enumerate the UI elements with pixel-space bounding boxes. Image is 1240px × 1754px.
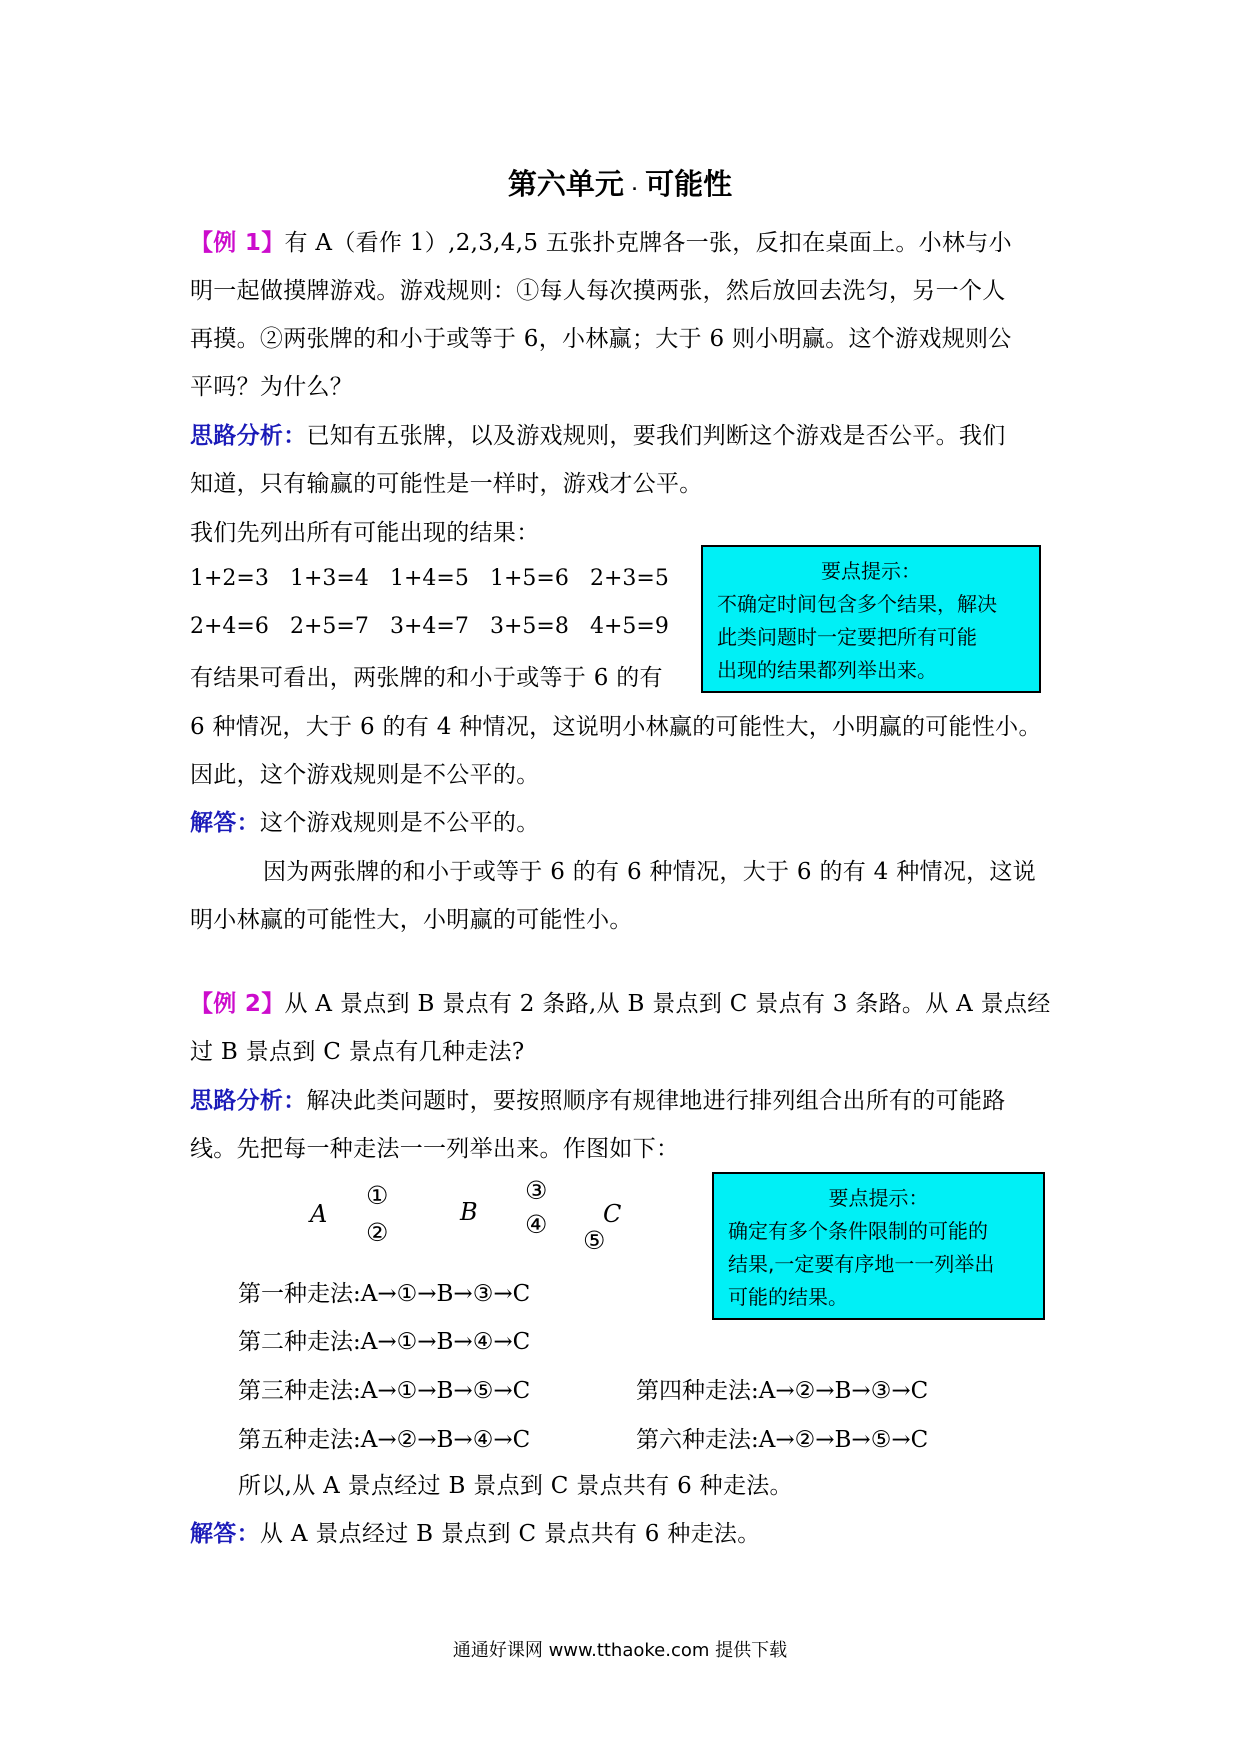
diagram-road-2: ②: [366, 1218, 389, 1247]
ex2-answer-line: [190, 1517, 1056, 1551]
title-dot: .: [631, 178, 638, 194]
eq-2-1: 2+4=6: [190, 614, 269, 639]
page-footer: 通通好课网 www.tthaoke.com 提供下载: [452, 1640, 788, 1661]
diagram-road-4: ④: [525, 1210, 548, 1239]
ex2-analysis-label: 思路分析：: [190, 1088, 307, 1114]
eq-2-5: 4+5=9: [590, 614, 669, 639]
ex1-analysis-line-2: 知道，只有输赢的可能性是一样时，游戏才公平。: [190, 471, 703, 497]
diagram-road-3: ③: [525, 1176, 548, 1205]
page-title: [0, 162, 1240, 203]
ex1-a1: 已知有五张牌，以及游戏规则，要我们判断这个游戏是否公平。我们: [306, 423, 1006, 449]
ex1-question-line-4: 平吗？为什么？: [190, 374, 354, 400]
ex1-result-line-1: 有结果可看出，两张牌的和小于或等于 6 的有: [190, 665, 663, 691]
eq-1-4: 1+5=6: [490, 566, 569, 591]
ex2-tip-line-2: 结果,一定要有序地一一列举出: [728, 1252, 995, 1276]
diagram-point-a: A: [310, 1200, 328, 1228]
ex1-question-line-2: 明一起做摸牌游戏。游戏规则：①每人每次摸两张，然后放回去洗匀，另一个人: [190, 278, 1006, 304]
ex1-tip-title: 要点提示：: [821, 559, 921, 583]
ex1-answer-line-2: 因为两张牌的和小于或等于 6 的有 6 种情况，大于 6 的有 4 种情况，这说: [263, 859, 1037, 885]
diagram-point-c: C: [603, 1200, 622, 1228]
ex2-tip-line-1: 确定有多个条件限制的可能的: [728, 1219, 988, 1243]
eq-1-1: 1+2=3: [190, 566, 269, 591]
ex1-label: 【例 1】: [190, 230, 285, 256]
route-4: 第四种走法:A→②→B→③→C: [636, 1378, 929, 1404]
title-main: 第六单元: [507, 167, 624, 201]
ex1-q1: 有 A（看作 1）,2,3,4,5 五张扑克牌各一张，反扣在桌面上。小林与小: [284, 230, 1012, 256]
ex2-question-line-2: 过 B 景点到 C 景点有几种走法?: [190, 1039, 525, 1065]
eq-1-5: 2+3=5: [590, 566, 669, 591]
ex1-tip-line-3: 出现的结果都列举出来。: [717, 658, 937, 682]
eq-2-2: 2+5=7: [290, 614, 369, 639]
diagram-road-5: ⑤: [583, 1226, 606, 1255]
ex1-result-line-2: 6 种情况，大于 6 的有 4 种情况，这说明小林赢的可能性大，小明赢的可能性小。: [190, 714, 1042, 740]
ex2-q1: 从 A 景点到 B 景点有 2 条路,从 B 景点到 C 景点有 3 条路。从 A 景点经: [284, 991, 1051, 1017]
ex2-a1: 解决此类问题时，要按照顺序有规律地进行排列组合出所有的可能路: [306, 1088, 1006, 1114]
ex2-analysis-line-1: [190, 1084, 1056, 1118]
ex2-answer-label: 解答：: [190, 1521, 260, 1547]
ex2-label: 【例 2】: [190, 991, 285, 1017]
ex1-answer-line-3: 明小林赢的可能性大，小明赢的可能性小。: [190, 907, 633, 933]
ex1-result-line-3: 因此，这个游戏规则是不公平的。: [190, 762, 540, 788]
diagram-road-1: ①: [366, 1181, 389, 1210]
ex2-question-line-1: [190, 987, 1056, 1021]
ex2-ans: 从 A 景点经过 B 景点到 C 景点共有 6 种走法。: [259, 1521, 761, 1547]
ex1-ans1: 这个游戏规则是不公平的。: [259, 810, 540, 836]
eq-1-3: 1+4=5: [390, 566, 469, 591]
eq-2-4: 3+5=8: [490, 614, 569, 639]
ex2-tip-title: 要点提示：: [828, 1186, 929, 1210]
ex1-answer-line-1: [190, 806, 1056, 840]
ex1-analysis-label: 思路分析：: [190, 423, 307, 449]
ex1-answer-label: 解答：: [190, 810, 260, 836]
ex2-conclusion: 所以,从 A 景点经过 B 景点到 C 景点共有 6 种走法。: [238, 1473, 793, 1499]
route-2: 第二种走法:A→①→B→④→C: [238, 1329, 531, 1355]
ex1-tip-box: [701, 545, 1041, 693]
ex1-question-line-1: [190, 226, 1056, 260]
route-1: 第一种走法:A→①→B→③→C: [238, 1281, 531, 1307]
eq-2-3: 3+4=7: [390, 614, 469, 639]
title-suffix: 可能性: [645, 167, 733, 201]
diagram-point-b: B: [460, 1198, 478, 1226]
route-6: 第六种走法:A→②→B→⑤→C: [636, 1427, 929, 1453]
ex1-tip-line-1: 不确定时间包含多个结果，解决: [717, 592, 997, 616]
ex2-tip-line-3: 可能的结果。: [728, 1285, 848, 1309]
route-3: 第三种走法:A→①→B→⑤→C: [238, 1378, 531, 1404]
route-5: 第五种走法:A→②→B→④→C: [238, 1427, 531, 1453]
ex1-list-intro: 我们先列出所有可能出现的结果：: [190, 520, 540, 546]
ex1-tip-line-2: 此类问题时一定要把所有可能: [717, 625, 977, 649]
ex1-question-line-3: 再摸。②两张牌的和小于或等于 6，小林赢；大于 6 则小明赢。这个游戏规则公: [190, 326, 1012, 352]
ex2-analysis-line-2: 线。先把每一种走法一一列举出来。作图如下：: [190, 1136, 680, 1162]
eq-1-2: 1+3=4: [290, 566, 369, 591]
ex2-tip-box: [712, 1172, 1045, 1320]
ex1-analysis-line-1: [190, 419, 1056, 453]
